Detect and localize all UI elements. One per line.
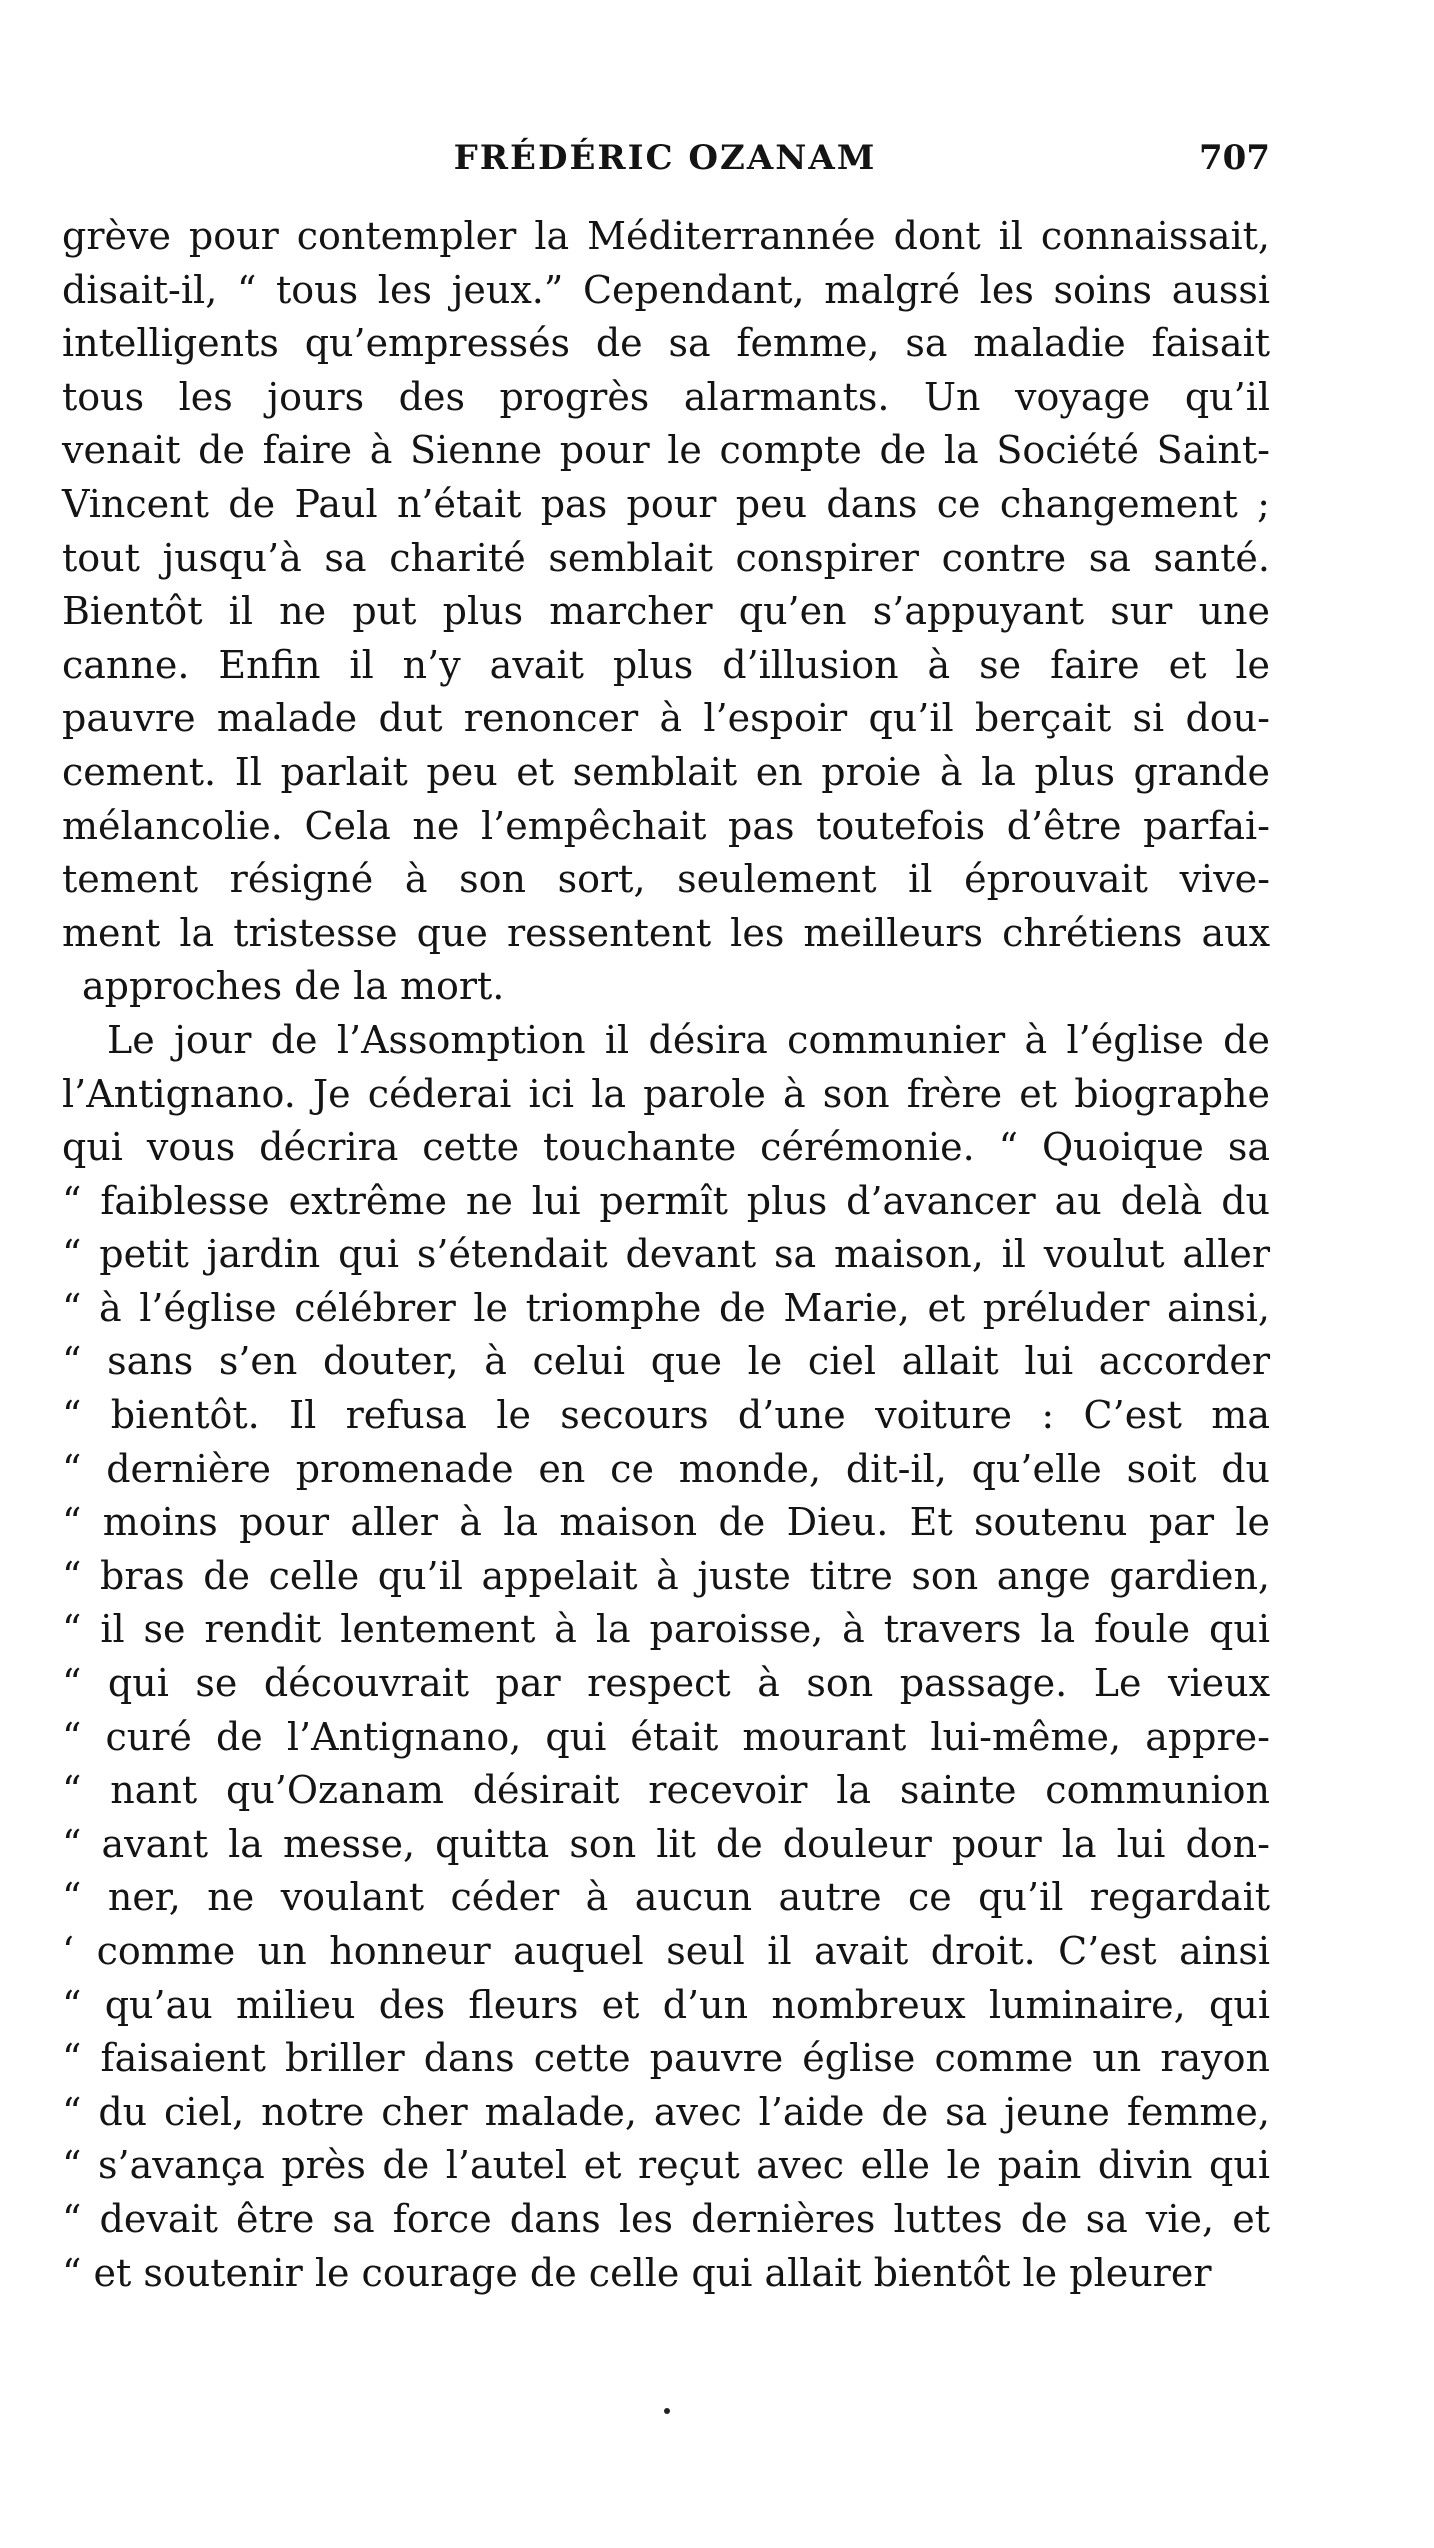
body-text bbox=[62, 210, 1270, 2300]
text-line: “ nant qu’Ozanam désirait recevoir la sainte communion bbox=[62, 1768, 1270, 1813]
text-line: “ sans s’en douter, à celui que le ciel allait lui accorder bbox=[62, 1339, 1270, 1384]
paragraph bbox=[62, 210, 1270, 1014]
text-line: intelligents qu’empressés de sa femme, sa maladie faisait bbox=[62, 321, 1270, 366]
text-line: “ qu’au milieu des fleurs et d’un nombreux luminaire, qui bbox=[62, 1982, 1270, 2027]
text-line: “ du ciel, notre cher malade, avec l’aide de sa jeune femme, bbox=[62, 2089, 1270, 2134]
text-line: “ bientôt. Il refusa le secours d’une voiture : C’est ma bbox=[62, 1393, 1270, 1438]
text-line: disait-il, “ tous les jeux.” Cependant, malgré les soins aussi bbox=[62, 267, 1270, 312]
text-line: “ dernière promenade en ce monde, dit-il, qu’elle soit du bbox=[62, 1446, 1270, 1491]
text-line: mélancolie. Cela ne l’empêchait pas toutefois d’être parfai- bbox=[62, 803, 1270, 848]
text-line: canne. Enfin il n’y avait plus d’illusion à se faire et le bbox=[62, 642, 1270, 687]
text-line: grève pour contempler la Méditerrannée dont il connaissait, bbox=[62, 214, 1270, 258]
paragraph bbox=[62, 1014, 1270, 2300]
text-line: “ il se rendit lentement à la paroisse, à travers la foule qui bbox=[62, 1607, 1270, 1652]
text-line: “ bras de celle qu’il appelait à juste titre son ange gardien, bbox=[62, 1553, 1270, 1598]
text-line: Vincent de Paul n’était pas pour peu dans ce changement ; bbox=[62, 481, 1270, 526]
text-line: “ faiblesse extrême ne lui permît plus d’avancer au delà du bbox=[62, 1178, 1270, 1223]
text-line: “ devait être sa force dans les dernières luttes de sa vie, et bbox=[62, 2196, 1270, 2241]
text-line: “ petit jardin qui s’étendait devant sa maison, il voulut aller bbox=[62, 1232, 1270, 1277]
text-line: Le jour de l’Assomption il désira communier à l’église de bbox=[107, 1017, 1270, 1062]
text-line: “ faisaient briller dans cette pauvre église comme un rayon bbox=[62, 2036, 1270, 2081]
text-line: “ ner, ne voulant céder à aucun autre ce qu’il regardait bbox=[62, 1875, 1270, 1920]
text-line: cement. Il parlait peu et semblait en proie à la plus grande bbox=[62, 749, 1270, 794]
text-line: tement résigné à son sort, seulement il éprouvait vive- bbox=[62, 857, 1270, 902]
speck-mark bbox=[664, 2408, 670, 2414]
text-line: qui vous décrira cette touchante cérémonie. “ Quoique sa bbox=[62, 1125, 1270, 1170]
text-line: tous les jours des progrès alarmants. Un voyage qu’il bbox=[62, 374, 1270, 419]
text-line: venait de faire à Sienne pour le compte de la Société Saint- bbox=[62, 428, 1270, 473]
text-line: ‘ comme un honneur auquel seul il avait droit. C’est ainsi bbox=[62, 1929, 1270, 1973]
text-line: approches de la mort. bbox=[82, 964, 505, 1009]
text-line: “ à l’église célébrer le triomphe de Marie, et préluder ainsi, bbox=[62, 1285, 1270, 1330]
text-line: “ s’avança près de l’autel et reçut avec elle le pain divin qui bbox=[62, 2143, 1270, 2188]
text-line: “ moins pour aller à la maison de Dieu. Et soutenu par le bbox=[62, 1500, 1270, 1545]
text-line: “ curé de l’Antignano, qui était mourant lui-même, appre- bbox=[62, 1714, 1270, 1759]
page-number: 707 bbox=[1199, 138, 1270, 178]
text-line: ment la tristesse que ressentent les meilleurs chrétiens aux bbox=[62, 910, 1270, 955]
text-line: Bientôt il ne put plus marcher qu’en s’appuyant sur une bbox=[62, 589, 1270, 634]
text-line: “ qui se découvrait par respect à son passage. Le vieux bbox=[62, 1661, 1270, 1706]
text-line: “ avant la messe, quitta son lit de douleur pour la lui don- bbox=[62, 1821, 1270, 1866]
text-line: “ et soutenir le courage de celle qui allait bientôt le pleurer bbox=[62, 2250, 1212, 2295]
text-line: l’Antignano. Je céderai ici la parole à son frère et biographe bbox=[62, 1071, 1270, 1116]
running-head bbox=[60, 138, 1270, 188]
text-line: pauvre malade dut renoncer à l’espoir qu’il berçait si dou- bbox=[62, 696, 1270, 741]
running-title: FRÉDÉRIC OZANAM bbox=[453, 138, 877, 178]
text-line: tout jusqu’à sa charité semblait conspirer contre sa santé. bbox=[62, 535, 1270, 580]
